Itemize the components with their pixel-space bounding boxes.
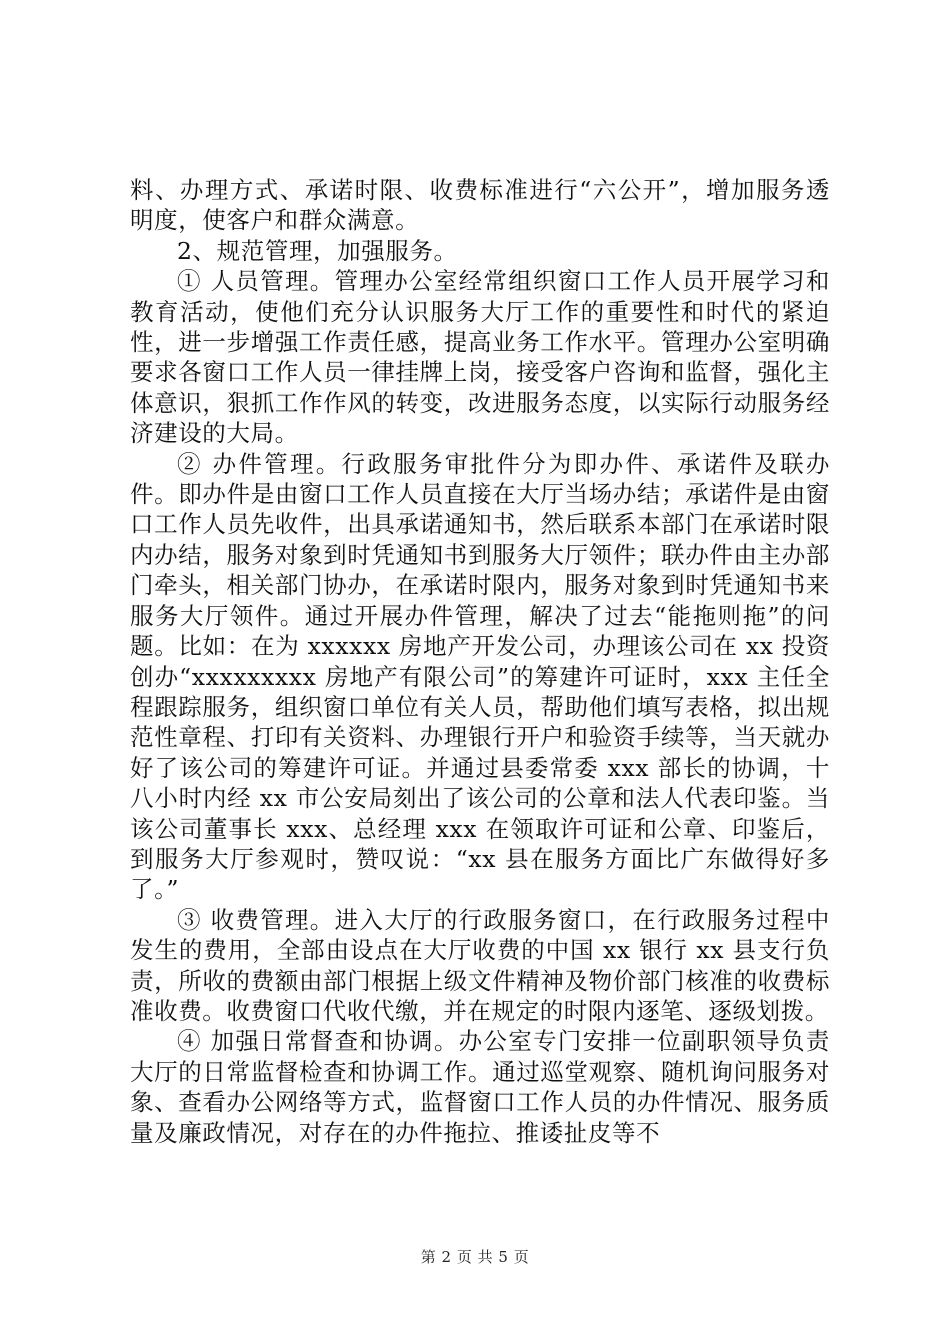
paragraph-case-management: ② 办件管理。行政服务审批件分为即办件、承诺件及联办件。即办件是由窗口工作人员直接在大厅当场办结；承诺件是由窗口工作人员先收件，出具承诺通知书，然后联系本部门在承诺时限内办结，服务对象到时凭通知书到服务大厅领件；联办件由主办部门牵头，相关部门协办，在承诺时限内，服务对象到时凭通知书来服务大厅领件。通过开展办件管理，解决了过去“能拖则拖”的问题。比如：在为 xxxxxx 房地产开发公司，办理该公司在 xx 投资创办“xxxxxxxxx 房地产有限公司”的筹建许可证时，xxx 主任全程跟踪服务，组织窗口单位有关人员，帮助他们填写表格，拟出规范性章程、打印有关资料、办理银行开户和验资手续等，当天就办好了该公司的筹建许可证。并通过县委常委 xxx 部长的协调，十八小时内经 xx 市公安局刻出了该公司的公章和法人代表印鉴。当该公司董事长 xxx、总经理 xxx 在领取许可证和公章、印鉴后，到服务大厅参观时，赞叹说：“xx 县在服务方面比广东做得好多了。” xyxy=(130,449,830,904)
paragraph-continuation: 料、办理方式、承诺时限、收费标准进行“六公开”，增加服务透明度，使客户和群众满意。 xyxy=(130,176,830,235)
paragraph-personnel-management: ① 人员管理。管理办公室经常组织窗口工作人员开展学习和教育活动，使他们充分认识服务大厅工作的重要性和时代的紧迫性，进一步增强工作责任感，提高业务工作水平。管理办公室明确要求各窗口工作人员一律挂牌上岗，接受客户咨询和监督，强化主体意识，狠抓工作作风的转变，改进服务态度，以实际行动服务经济建设的大局。 xyxy=(130,267,830,448)
page-number-footer: 第 2 页 共 5 页 xyxy=(420,1248,530,1266)
document-body xyxy=(130,175,830,1148)
paragraph-supervision: ④ 加强日常督查和协调。办公室专门安排一位副职领导负责大厅的日常监督检查和协调工作。通过巡堂观察、随机询问服务对象、查看办公网络等方式，监督窗口工作人员的办件情况、服务质量及廉政情况，对存在的办件拖拉、推诿扯皮等不 xyxy=(130,1027,830,1147)
section-heading: 2、规范管理，加强服务。 xyxy=(177,236,458,265)
paragraph-fee-management: ③ 收费管理。进入大厅的行政服务窗口，在行政服务过程中发生的费用，全部由设点在大厅收费的中国 xx 银行 xx 县支行负责，所收的费额由部门根据上级文件精神及物价部门核准的收费标准收费。收费窗口代收代缴，并在规定的时限内逐笔、逐级划拨。 xyxy=(130,905,830,1025)
